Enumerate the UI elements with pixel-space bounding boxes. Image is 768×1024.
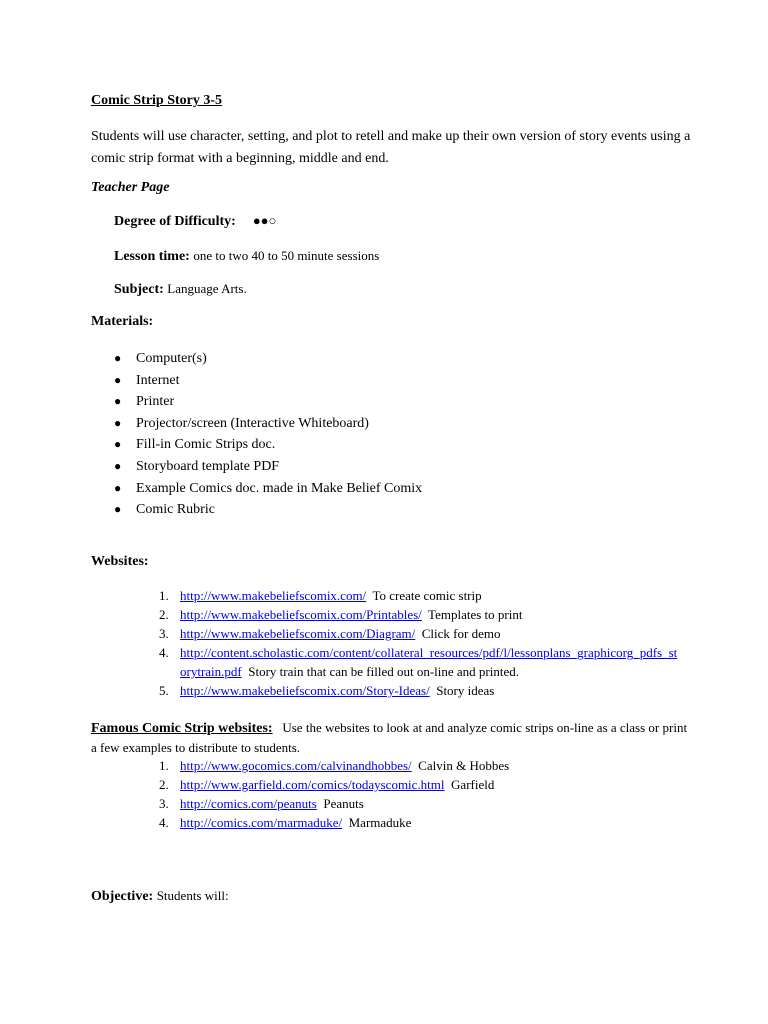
lesson-time-label: Lesson time: bbox=[114, 249, 190, 264]
list-item: 3. http://comics.com/peanuts Peanuts bbox=[159, 796, 364, 811]
famous-comics-paragraph bbox=[91, 718, 691, 757]
list-item: ● Printer bbox=[114, 391, 422, 413]
subject-row bbox=[114, 281, 247, 298]
list-item: ● Projector/screen (Interactive Whiteboard) bbox=[114, 413, 422, 435]
website-desc: Click for demo bbox=[421, 626, 501, 641]
website-link[interactable]: http://www.garfield.com/comics/todayscomic.html bbox=[180, 777, 445, 792]
list-item: ● Example Comics doc. made in Make Belief Comix bbox=[114, 478, 422, 500]
teacher-page-heading: Teacher Page bbox=[91, 180, 170, 195]
famous-comics-heading: Famous Comic Strip websites: bbox=[91, 721, 273, 736]
list-item: ● Comic Rubric bbox=[114, 499, 422, 521]
bullet-icon: ● bbox=[114, 458, 122, 473]
website-desc: To create comic strip bbox=[372, 588, 482, 603]
difficulty-row bbox=[114, 213, 276, 230]
bullet-icon: ● bbox=[114, 502, 122, 517]
document-title: Comic Strip Story 3-5 bbox=[91, 93, 223, 108]
objective-label: Objective: bbox=[91, 889, 154, 904]
famous-comics-text: Use the websites to look at and analyze comic strips on-line as a class or print a few examples to distribute to students. bbox=[91, 720, 688, 755]
website-link[interactable]: http://www.makebeliefscomix.com/ bbox=[180, 588, 367, 603]
list-item: 2. http://www.makebeliefscomix.com/Printables/ Templates to print bbox=[159, 607, 523, 622]
bullet-icon: ● bbox=[114, 394, 122, 409]
difficulty-rating: ●●○ bbox=[252, 213, 277, 228]
bullet-icon: ● bbox=[114, 480, 122, 495]
bullet-icon: ● bbox=[114, 351, 122, 365]
difficulty-label: Degree of Difficulty: bbox=[114, 214, 236, 229]
list-item: 5. http://www.makebeliefscomix.com/Story-Ideas/ Story ideas bbox=[159, 683, 495, 698]
website-link[interactable]: http://comics.com/peanuts bbox=[180, 796, 317, 811]
list-item: ● Internet bbox=[114, 370, 422, 392]
website-link[interactable]: http://www.makebeliefscomix.com/Diagram/ bbox=[180, 626, 416, 641]
websites-heading: Websites: bbox=[91, 554, 149, 569]
website-desc: Story train that can be filled out on-line and printed. bbox=[248, 664, 519, 679]
list-item: 4. http://comics.com/marmaduke/ Marmaduke bbox=[159, 815, 412, 830]
lesson-time-row bbox=[114, 248, 379, 265]
website-desc: Story ideas bbox=[436, 683, 495, 698]
website-link[interactable]: http://www.makebeliefscomix.com/Printables/ bbox=[180, 607, 422, 622]
list-item: ● Fill-in Comic Strips doc. bbox=[114, 434, 422, 456]
website-link[interactable]: http://www.gocomics.com/calvinandhobbes/ bbox=[180, 758, 412, 773]
lesson-time-value: one to two 40 to 50 minute sessions bbox=[193, 248, 380, 263]
list-item: 4. http://content.scholastic.com/content/collateral_resources/pdf/l/lessonplans_graphicorg_pdfs_storytrain.pdf Story train that can be filled out on-line and printed. bbox=[159, 645, 678, 679]
websites-list bbox=[159, 586, 680, 700]
website-desc: Templates to print bbox=[428, 607, 523, 622]
objective-row bbox=[91, 888, 229, 905]
list-item: 1. http://www.makebeliefscomix.com/ To create comic strip bbox=[159, 588, 482, 603]
bullet-icon: ● bbox=[114, 372, 122, 387]
subject-value: Language Arts. bbox=[167, 281, 247, 296]
intro-paragraph: Students will use character, setting, and plot to retell and make up their own version of story events using a comic strip format with a beginning, middle and end. bbox=[91, 129, 691, 166]
materials-heading: Materials: bbox=[91, 314, 154, 329]
website-link[interactable]: http://www.makebeliefscomix.com/Story-Ideas/ bbox=[180, 683, 430, 698]
list-item: 2. http://www.garfield.com/comics/todayscomic.html Garfield bbox=[159, 777, 495, 792]
list-item: 1. http://www.gocomics.com/calvinandhobbes/ Calvin & Hobbes bbox=[159, 758, 510, 773]
materials-list bbox=[114, 348, 422, 521]
list-item: ● Computer(s) bbox=[114, 348, 422, 370]
objective-text: Students will: bbox=[156, 888, 229, 903]
bullet-icon: ● bbox=[114, 415, 122, 430]
website-desc: Peanuts bbox=[323, 796, 364, 811]
subject-label: Subject: bbox=[114, 282, 164, 297]
bullet-icon: ● bbox=[114, 437, 122, 452]
list-item: ● Storyboard template PDF bbox=[114, 456, 422, 478]
list-item: 3. http://www.makebeliefscomix.com/Diagram/ Click for demo bbox=[159, 626, 501, 641]
website-link[interactable]: http://content.scholastic.com/content/collateral_resources/pdf/l/lessonplans_graphicorg_pdfs_storytrain.pdf bbox=[180, 645, 678, 679]
website-link[interactable]: http://comics.com/marmaduke/ bbox=[180, 815, 343, 830]
website-desc: Marmaduke bbox=[348, 815, 412, 830]
website-desc: Calvin & Hobbes bbox=[418, 758, 510, 773]
website-desc: Garfield bbox=[451, 777, 495, 792]
famous-websites-list bbox=[159, 756, 509, 832]
